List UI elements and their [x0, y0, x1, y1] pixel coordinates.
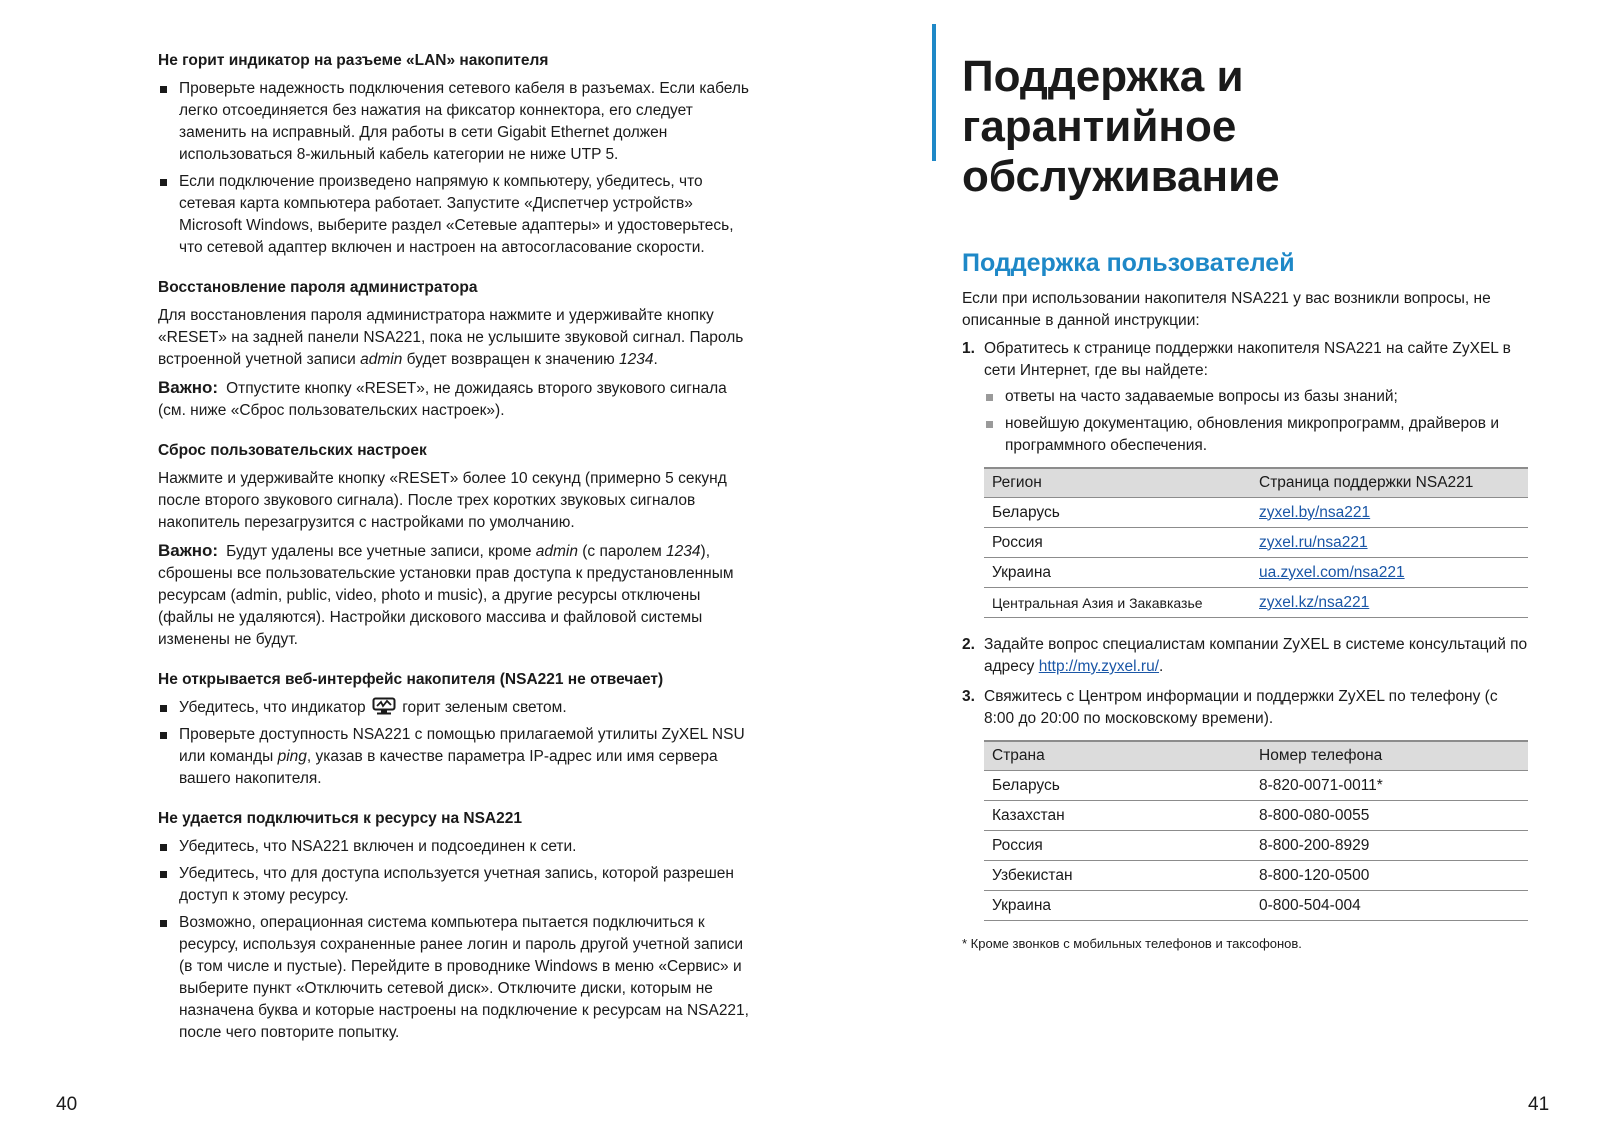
- support-link[interactable]: ua.zyxel.com/nsa221: [1259, 563, 1405, 581]
- table-row: [984, 528, 1528, 558]
- text-run: ), сброшены все пользовательские установки прав доступа к предустановленным ресурсам (admin, public, video, photo и music), а другие ресурсы отключены (файлы не удаляются). Настройки дискового массива и файловой системы изменены не будут.: [158, 543, 734, 648]
- section-heading: Не горит индикатор на разъеме «LAN» накопителя: [158, 52, 549, 69]
- section-lan-indicator: [158, 50, 758, 259]
- link-cell: [1251, 498, 1528, 528]
- bullet-list: [158, 836, 758, 1044]
- support-pages-table: [984, 467, 1528, 618]
- step-item: [962, 634, 1528, 678]
- sub-bullet-list: [984, 386, 1528, 457]
- region-cell: Россия: [984, 528, 1251, 558]
- column-header: Страница поддержки NSA221: [1251, 468, 1528, 498]
- table-row: [984, 588, 1528, 618]
- step-number: 2.: [962, 636, 975, 653]
- text-emphasis: ping: [277, 748, 307, 765]
- list-item: Проверьте надежность подключения сетевого кабеля в разъемах. Если кабель легко отсоединяется без нажатия на фиксатор коннектора, его следует заменить на исправный. Для работы в сети Gigabit Ethernet должен использоваться 8-жильный кабель категории не ниже UTP 5.: [158, 78, 758, 166]
- text-run: Убедитесь, что индикатор: [179, 699, 366, 716]
- step-number: 3.: [962, 688, 975, 705]
- support-link[interactable]: zyxel.kz/nsa221: [1259, 593, 1370, 611]
- column-header: Номер телефона: [1251, 741, 1528, 771]
- region-cell: Центральная Азия и Закавказье: [984, 588, 1251, 618]
- text-run: будет возвращен к значению: [402, 351, 620, 368]
- text-run: .: [653, 351, 658, 368]
- table-row: [984, 831, 1528, 861]
- table-row: [984, 891, 1528, 921]
- section-web-interface: [158, 669, 758, 790]
- table-header-row: [984, 468, 1528, 498]
- list-item: Если подключение произведено напрямую к компьютеру, убедитесь, что сетевая карта компьютера работает. Запустите «Диспетчер устройств» Microsoft Windows, выберите раздел «Сетевые адаптеры» и удостоверьтесь, что сетевой адаптер включен и настроен на автосогласование скорости.: [158, 171, 758, 259]
- table-row: [984, 558, 1528, 588]
- phone-cell: 8-800-080-0055: [1251, 801, 1528, 831]
- list-item: Возможно, операционная система компьютера пытается подключиться к ресурсу, используя сохраненные ранее логин и пароль другой учетной записи (в том числе и пустые). Перейдите в проводнике Windows в меню «Сервис» и выберите пункт «Отключить сетевой диск». Отключите диски, которым не назначена буква и которые настроены на подключение к ресурсам на NSA221, после чего повторите попытку.: [158, 912, 758, 1044]
- country-cell: Узбекистан: [984, 861, 1251, 891]
- table-header-row: [984, 741, 1528, 771]
- bullet-list: [158, 697, 758, 790]
- text-run: Проверьте доступность NSA221 с помощью прилагаемой утилиты ZyXEL NSU или команды: [179, 726, 745, 765]
- list-item: [158, 724, 758, 790]
- phone-table: [984, 740, 1528, 921]
- table-row: [984, 861, 1528, 891]
- bullet-list: [158, 78, 758, 259]
- column-header: Регион: [984, 468, 1251, 498]
- step-text: Обратитесь к странице поддержки накопителя NSA221 на сайте ZyXEL в сети Интернет, где вы найдете:: [984, 340, 1511, 379]
- important-label: Важно:: [158, 541, 219, 560]
- text-run: .: [1159, 658, 1164, 675]
- support-link[interactable]: zyxel.ru/nsa221: [1259, 533, 1368, 551]
- consultation-link[interactable]: http://my.zyxel.ru/: [1038, 658, 1160, 675]
- list-item: новейшую документацию, обновления микропрограмм, драйверов и программного обеспечения.: [984, 413, 1528, 457]
- text-run: Для восстановления пароля администратора нажмите и удерживайте кнопку «RESET» на задней панели NSA221, пока не услышите звуковой сигнал. Пароль встроенной учетной записи: [158, 307, 744, 368]
- table-row: [984, 498, 1528, 528]
- steps-list: [962, 338, 1528, 921]
- important-note: [158, 377, 758, 422]
- section-heading: Не удается подключиться к ресурсу на NSA221: [158, 810, 522, 827]
- section-resource-connect: [158, 808, 758, 1044]
- left-page: [158, 50, 758, 1062]
- section-title: Поддержка пользователей: [962, 249, 1295, 277]
- section-reset-settings: [158, 440, 758, 651]
- country-cell: Россия: [984, 831, 1251, 861]
- step-number: 1.: [962, 340, 975, 357]
- text-emphasis: admin: [360, 351, 403, 368]
- important-note: [158, 540, 758, 651]
- accent-bar: [932, 24, 936, 161]
- column-header: Страна: [984, 741, 1251, 771]
- phone-cell: 8-800-120-0500: [1251, 861, 1528, 891]
- paragraph: Нажмите и удерживайте кнопку «RESET» более 10 секунд (примерно 5 секунд после второго звукового сигнала). После трех коротких звуковых сигналов накопитель перезагрузится с настройками по умолчанию.: [158, 470, 727, 531]
- right-page: [962, 24, 1528, 955]
- country-cell: Казахстан: [984, 801, 1251, 831]
- paragraph: [158, 305, 758, 371]
- footnote: * Кроме звонков с мобильных телефонов и таксофонов.: [962, 936, 1302, 951]
- text-emphasis: 1234: [666, 543, 701, 560]
- phone-cell: 0-800-504-004: [1251, 891, 1528, 921]
- text-run: Будут удалены все учетные записи, кроме: [226, 543, 536, 560]
- important-label: Важно:: [158, 378, 219, 397]
- table-row: [984, 801, 1528, 831]
- section-heading: Восстановление пароля администратора: [158, 279, 478, 296]
- step-text: Свяжитесь с Центром информации и поддержки ZyXEL по телефону (с 8:00 до 20:00 по московскому времени).: [984, 688, 1498, 727]
- important-text: Отпустите кнопку «RESET», не дожидаясь второго звукового сигнала (см. ниже «Сброс пользовательских настроек»).: [158, 380, 727, 419]
- section-heading: Сброс пользовательских настроек: [158, 442, 427, 459]
- step-item: [962, 686, 1528, 921]
- country-cell: Украина: [984, 891, 1251, 921]
- text-run: , указав в качестве параметра IP-адрес или имя сервера вашего накопителя.: [179, 748, 718, 787]
- country-cell: Беларусь: [984, 771, 1251, 801]
- phone-cell: 8-820-0071-0011*: [1251, 771, 1528, 801]
- step-text: Задайте вопрос специалистам компании ZyXEL в системе консультаций по адресу: [984, 636, 1528, 675]
- link-cell: [1251, 558, 1528, 588]
- list-item: ответы на часто задаваемые вопросы из базы знаний;: [984, 386, 1528, 408]
- network-indicator-icon: [372, 697, 396, 715]
- text-emphasis: 1234: [619, 351, 654, 368]
- list-item: Убедитесь, что для доступа используется учетная запись, которой разрешен доступ к этому ресурсу.: [158, 863, 758, 907]
- list-item: [158, 697, 758, 719]
- list-item: Убедитесь, что NSA221 включен и подсоединен к сети.: [158, 836, 758, 858]
- text-run: горит зеленым светом.: [402, 699, 567, 716]
- page-number: 40: [56, 1094, 78, 1115]
- support-link[interactable]: zyxel.by/nsa221: [1259, 503, 1371, 521]
- intro-paragraph: Если при использовании накопителя NSA221 у вас возникли вопросы, не описанные в данной инструкции:: [962, 290, 1491, 329]
- region-cell: Украина: [984, 558, 1251, 588]
- text-emphasis: admin: [535, 543, 578, 560]
- page-number: 41: [1528, 1094, 1550, 1115]
- link-cell: [1251, 528, 1528, 558]
- section-admin-password: [158, 277, 758, 422]
- text-run: (с паролем: [577, 543, 667, 560]
- table-row: [984, 771, 1528, 801]
- step-item: [962, 338, 1528, 618]
- region-cell: Беларусь: [984, 498, 1251, 528]
- page-title: Поддержка и гарантийное обслуживание: [962, 52, 1280, 201]
- section-heading: Не открывается веб-интерфейс накопителя (NSA221 не отвечает): [158, 671, 664, 688]
- phone-cell: 8-800-200-8929: [1251, 831, 1528, 861]
- link-cell: [1251, 588, 1528, 618]
